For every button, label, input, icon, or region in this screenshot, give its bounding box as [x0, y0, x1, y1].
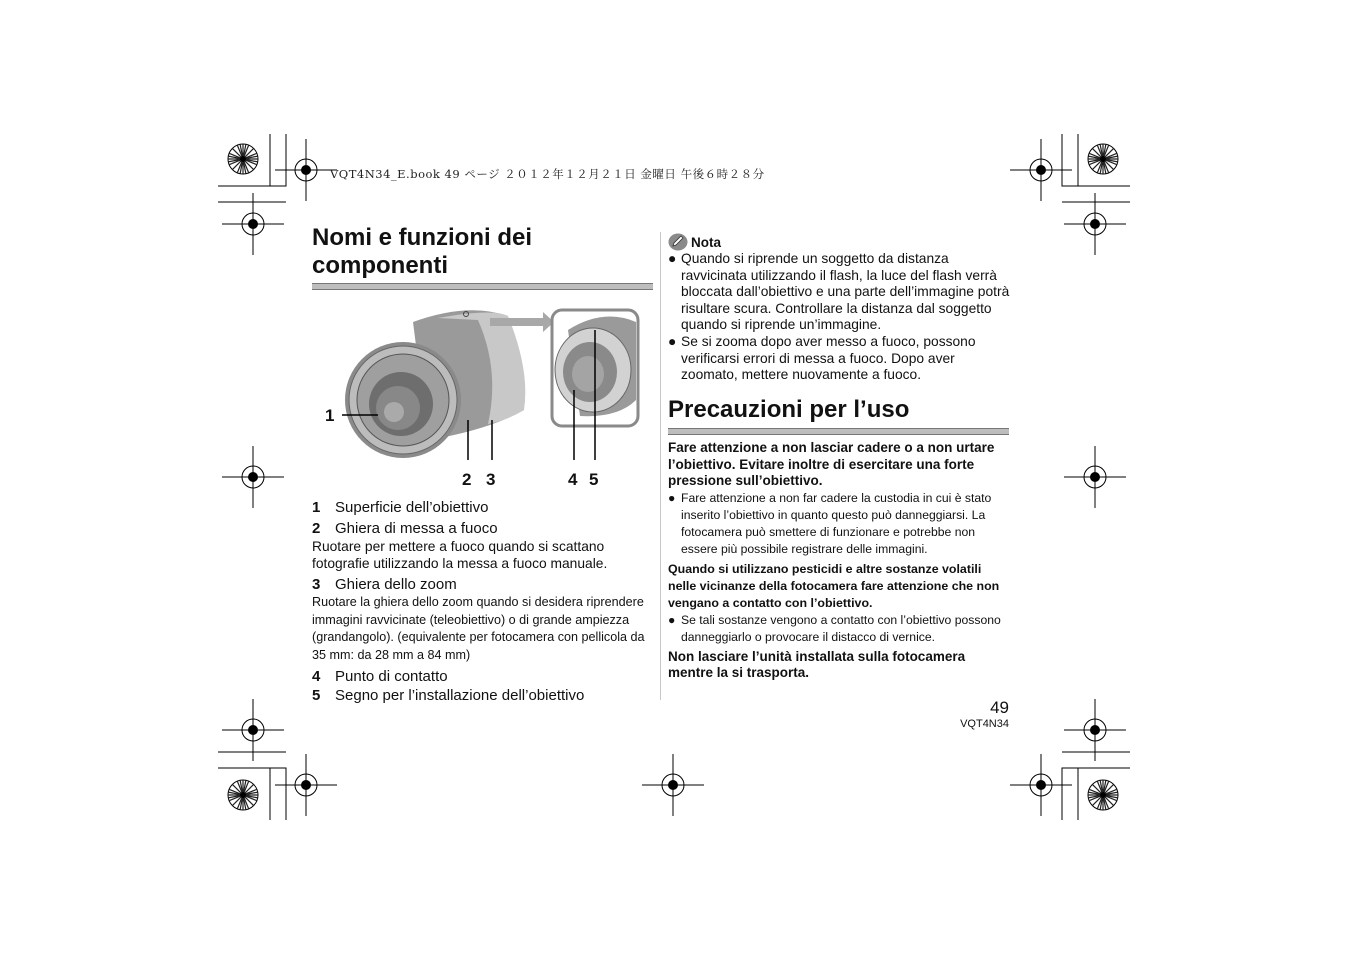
callout-3: 3 [486, 470, 496, 489]
section-title-line2: componenti [312, 252, 448, 279]
list-item: 3 Ghiera dello zoom [312, 576, 457, 593]
precautions-rule [668, 428, 1009, 435]
callout-1: 1 [325, 406, 335, 425]
file-info-header: VQT4N34_E.book 49 ページ ２０１２年１２月２１日 金曜日 午後６時２８分 [330, 167, 765, 181]
title-rule [312, 283, 653, 290]
precautions-body [668, 440, 1010, 682]
precaution-heading: Fare attenzione a non lasciar cadere o a non urtare l’obiettivo. Evitare inoltre di esercitare una forte pressione sull’obiettivo. [668, 440, 995, 488]
callout-4: 4 [568, 470, 578, 489]
nota-item: ● Se si zooma dopo aver messo a fuoco, possono verificarsi errori di messa a fuoco. Dopo aver zoomato, mettere nuovamente a fuoco. [668, 333, 976, 383]
model-code: VQT4N34 [960, 718, 1009, 730]
list-item: 4 Punto di contatto [312, 668, 448, 685]
nota-heading: Nota [668, 233, 1010, 251]
precaution-bullet: ● Fare attenzione a non far cadere la custodia in cui è stato inserito l’obiettivo in quanto questo può danneggiarsi. La fotocamera può smettere di funzionare e potrebbe non essere più possibile registrare delle immagini. [668, 490, 992, 556]
precautions-title: Precauzioni per l’uso [668, 396, 910, 423]
left-title [312, 224, 654, 280]
lens-illustration [318, 300, 648, 460]
precaution-bullet: ● Se tali sostanze vengono a contatto con l’obiettivo possono danneggiarlo o provocare il distacco di vernice. [668, 612, 1001, 644]
precaution-heading: Non lasciare l’unità installata sulla fotocamera mentre la si trasporta. [668, 648, 966, 680]
precaution-heading: Quando si utilizzano pesticidi e altre sostanze volatili nelle vicinanze della fotocamera fare attenzione che non vengano a contatto con l’obiettivo. [668, 561, 1000, 610]
callout-5: 5 [589, 470, 599, 489]
section-title-line1: Nomi e funzioni dei [312, 224, 532, 251]
list-item: 2 Ghiera di messa a fuoco [312, 520, 498, 537]
page-number: 49 [990, 698, 1009, 717]
list-item: 1 Superficie dell’obiettivo [312, 499, 489, 516]
note-pencil-icon [668, 233, 688, 251]
item-description: Ruotare per mettere a fuoco quando si scattano fotografie utilizzando la messa a fuoco manuale. [312, 539, 608, 571]
parts-list [312, 498, 657, 705]
item-description: Ruotare la ghiera dello zoom quando si desidera riprendere immagini ravvicinate (teleobiettivo) o di grande ampiezza (grandangolo). (equivalente per fotocamera con pellicola da 35 mm: da 28 mm a 84 mm) [312, 595, 645, 662]
nota-box [668, 233, 1010, 384]
callout-2: 2 [462, 470, 472, 489]
nota-item: ● Quando si riprende un soggetto da distanza ravvicinata utilizzando il flash, la luce del flash verrà bloccata dall’obiettivo e una parte dell’immagine potrà risultare scura. Controllare la distanza dal soggetto quando si riprende un’immagine. [668, 251, 1010, 333]
list-item: 5 Segno per l’installazione dell’obiettivo [312, 687, 585, 704]
column-divider [660, 232, 661, 700]
